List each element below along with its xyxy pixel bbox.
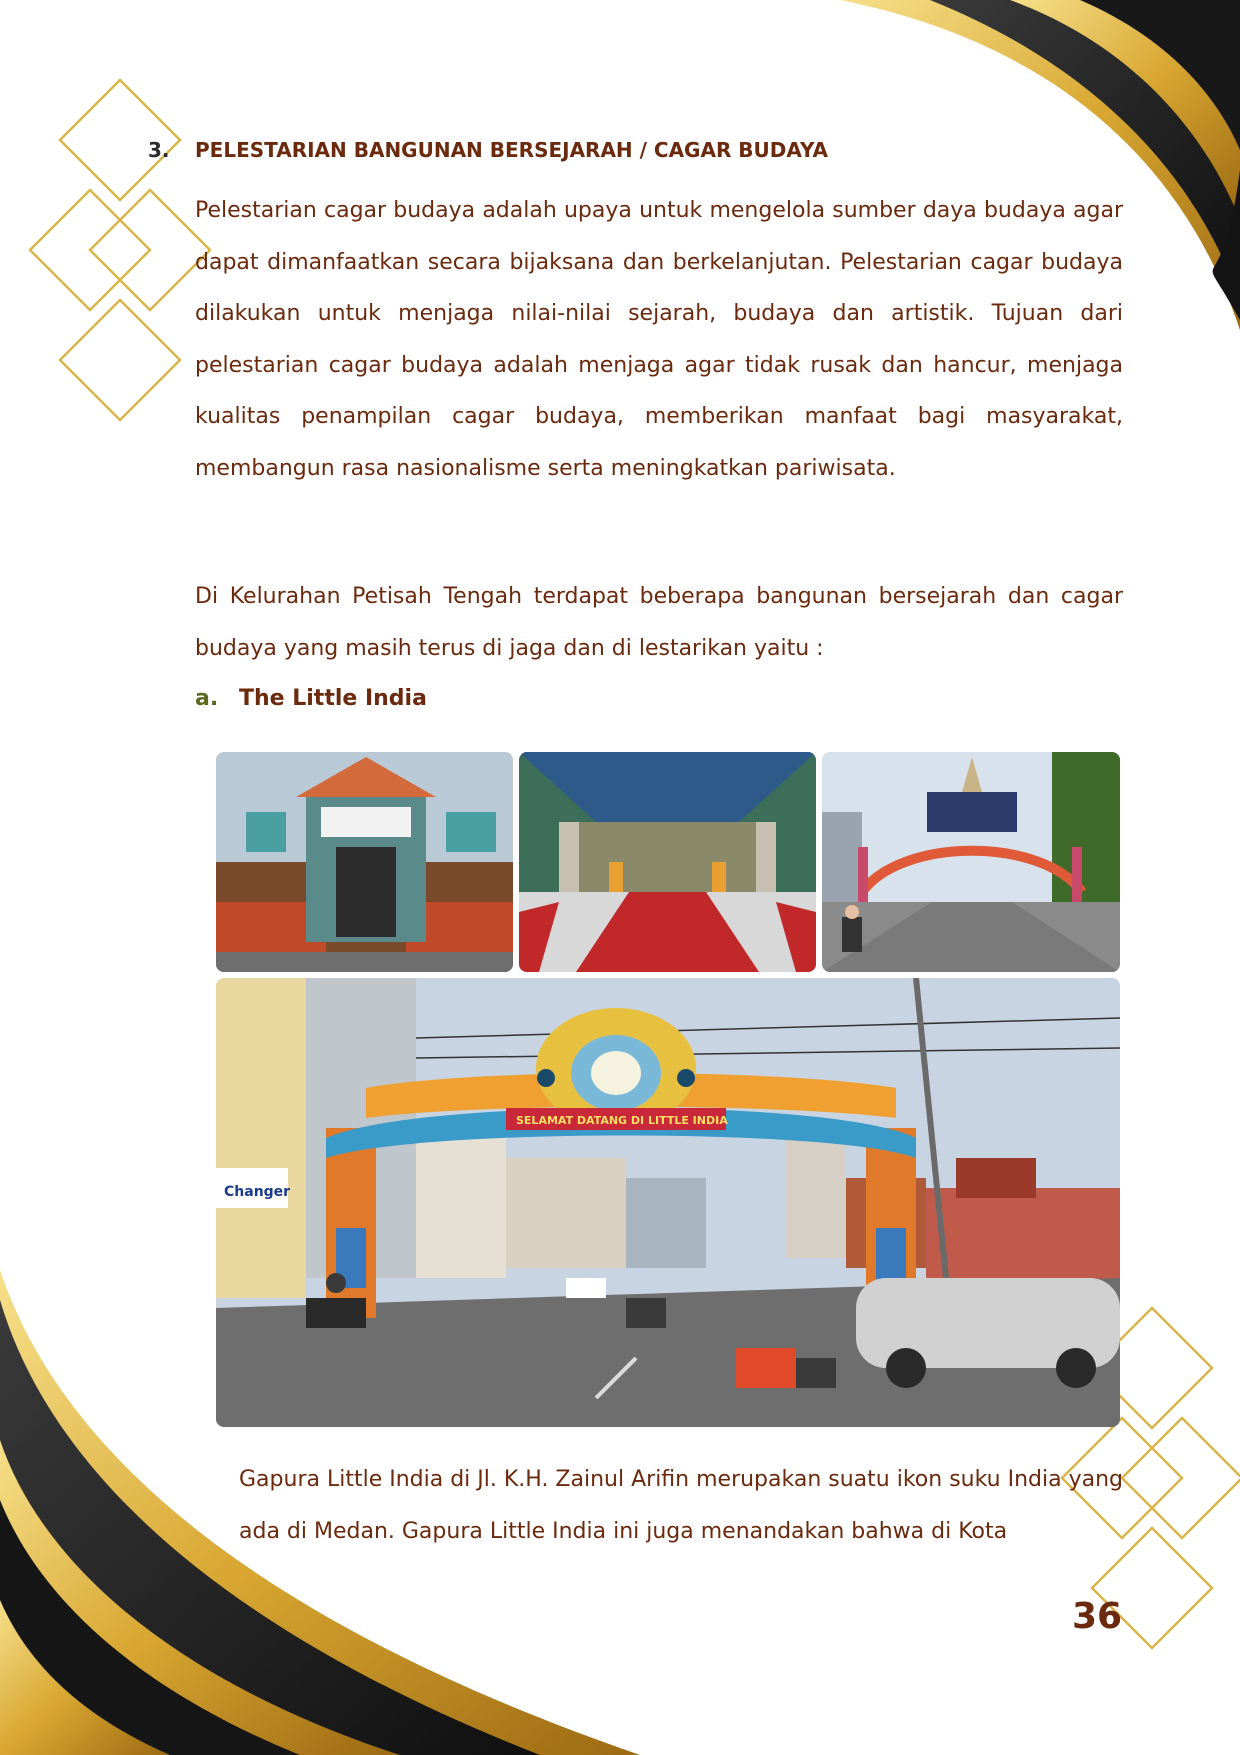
section-number: 3. (148, 138, 170, 162)
street-gate-distant-photo (822, 752, 1120, 972)
intro-paragraph: Pelestarian cagar budaya adalah upaya untuk mengelola sumber daya budaya agar dapat dimanfaatkan secara bijaksana dan berkelanjutan. Pelestarian cagar budaya dilakukan untuk menjaga nilai-nilai sejarah, budaya dan artistik. Tujuan dari pelestarian cagar budaya adalah menjaga agar tidak rusak dan hancur, menjaga kualitas penampilan cagar budaya, memberikan manfaat bagi masyarakat, membangun rasa nasionalisme serta meningkatkan pariwisata. (195, 198, 1123, 481)
little-india-gate-photo (216, 978, 1120, 1427)
temple-entrance-photo (216, 752, 513, 972)
page-number: 36 (1072, 1596, 1123, 1637)
section-title: PELESTARIAN BANGUNAN BERSEJARAH / CAGAR BUDAYA (195, 138, 829, 162)
temple-interior-photo (519, 752, 816, 972)
kelurahan-paragraph: Di Kelurahan Petisah Tengah terdapat beberapa bangunan bersejarah dan cagar budaya yang masih terus di jaga dan di lestarikan yaitu : (195, 584, 1123, 661)
gate-caption: Gapura Little India di Jl. K.H. Zainul Arifin merupakan suatu ikon suku India yang ada di Medan. Gapura Little India ini juga menandakan bahwa di Kota (239, 1467, 1123, 1544)
subsection-letter: a. (195, 686, 219, 711)
top-left-diamonds (30, 80, 210, 420)
arch-banner-text: SELAMAT DATANG DI LITTLE INDIA (516, 1114, 728, 1127)
shop-sign-text: Changer (224, 1184, 291, 1200)
subsection-title: The Little India (239, 686, 427, 711)
